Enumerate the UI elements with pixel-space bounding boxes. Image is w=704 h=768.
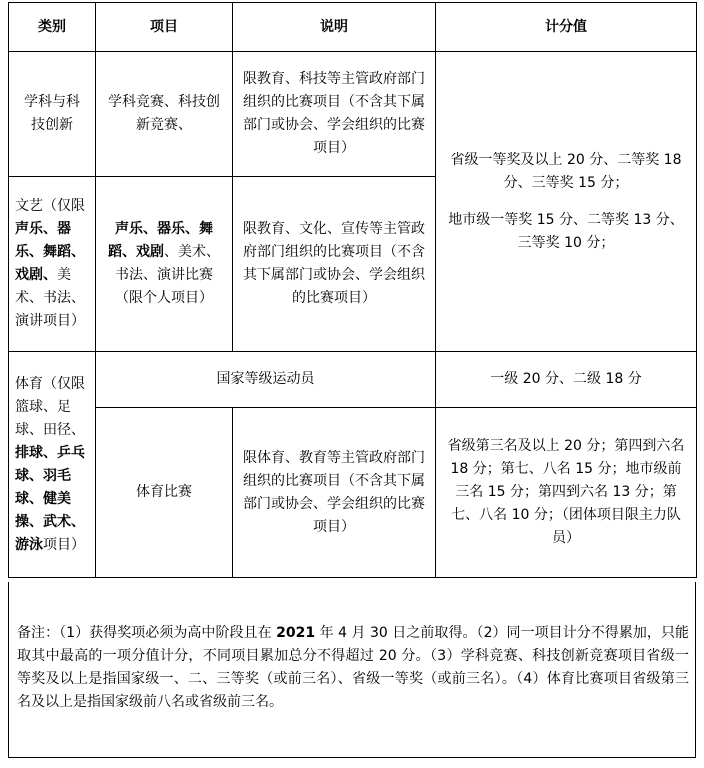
notes-text: 备注：（1）获得奖项必须为高中阶段且在: [17, 625, 277, 641]
notes-date: 2021: [276, 625, 316, 641]
table-row: [9, 52, 697, 177]
category-text: 美术、书法、演讲项目）: [15, 267, 85, 329]
category-text: 项目）: [43, 536, 85, 553]
header-row: [9, 3, 697, 52]
category-text-bold: 排球、乒乓球、羽毛球、健美操、武术、游泳: [15, 444, 85, 553]
header-description: 说明: [233, 3, 436, 52]
category-text-bold: 声乐、器乐、舞蹈、戏剧、: [15, 221, 85, 283]
table-row: [9, 352, 697, 408]
category-text: 体育（仅限篮球、足球、田径、: [15, 375, 85, 438]
item-cell: 国家等级运动员: [96, 352, 436, 408]
item-text: 、美术、书法、演讲比赛（限个人项目）: [115, 244, 220, 306]
category-cell: 学科与科技创新: [9, 52, 96, 177]
header-item: 项目: [96, 3, 233, 52]
score-text-city: 地市级一等奖 15 分、二等奖 13 分、三等奖 10 分；: [448, 211, 684, 251]
category-text: 文艺（仅限: [15, 198, 85, 214]
header-category: 类别: [9, 3, 96, 52]
item-cell: 学科竞赛、科技创新竞赛、: [96, 52, 233, 177]
scoring-table: [8, 2, 697, 578]
description-cell: 限体育、教育等主管政府部门组织的比赛项目（不含其下属部门或协会、学会组织的比赛项目）: [233, 408, 436, 578]
header-score: 计分值: [436, 3, 697, 52]
description-cell: 限教育、科技等主管政府部门组织的比赛项目（不含其下属部门或协会、学会组织的比赛项目）: [233, 52, 436, 177]
item-cell: [96, 177, 233, 352]
item-text-bold: 声乐、器乐、舞蹈、戏剧: [108, 221, 213, 260]
score-text-provincial: 省级一等奖及以上 20 分、二等奖 18 分、三等奖 15 分；: [450, 151, 682, 191]
score-cell: 省级第三名及以上 20 分；第四到六名 18 分；第七、八名 15 分；地市级前三名 15 分；第四到六名 13 分；第七、八名 10 分；（团体项目限主力队员）: [436, 408, 697, 578]
score-cell: 一级 20 分、二级 18 分: [436, 352, 697, 408]
notes-text: 年 4 月 30 日之前取得。（2）同一项目计分不得累加，只能取其中最高的一项分值计分，不同项目累加总分不得超过 20 分。（3）学科竞赛、科技创新竞赛项目省级一等奖及以上是指国家级一、二、三等奖（或前三名）、省级一等奖（或前三名）。（4）体育比赛项目省级第三名及以上是指国家级前八名或省级前三名。: [17, 625, 689, 710]
category-cell: [9, 352, 96, 578]
table-row: [9, 408, 697, 578]
description-cell: 限教育、文化、宣传等主管政府部门组织的比赛项目（不含其下属部门或协会、学会组织的比赛项目）: [233, 177, 436, 352]
score-cell-shared: [436, 52, 697, 352]
item-cell: 体育比赛: [96, 408, 233, 578]
notes-box: [8, 582, 696, 758]
category-cell: [9, 177, 96, 352]
